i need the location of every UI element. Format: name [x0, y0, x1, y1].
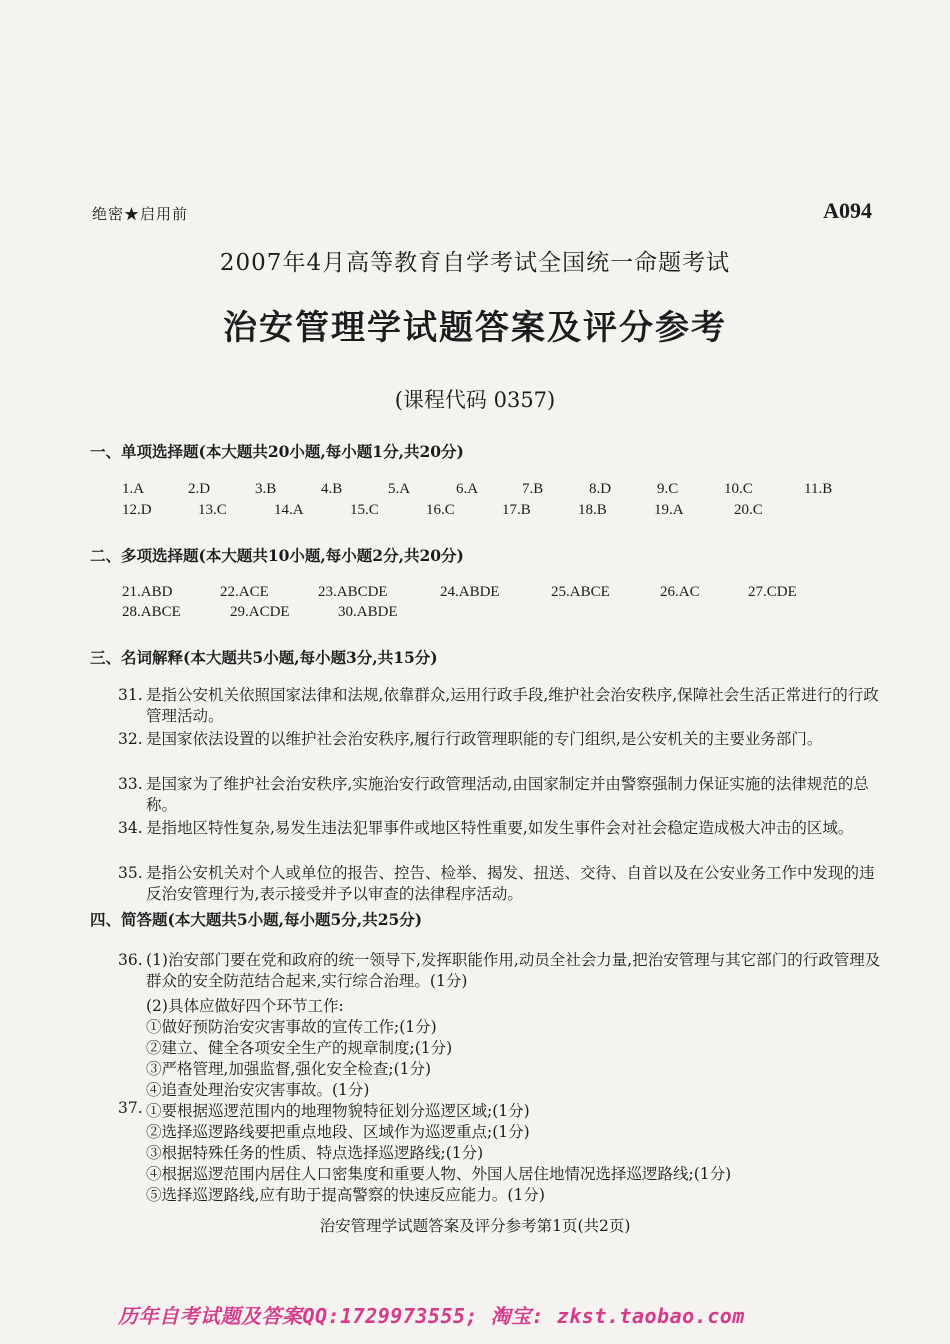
answer-item: 28.ABCE	[122, 604, 181, 620]
definition-item	[118, 685, 888, 727]
single-choice-row-1	[122, 481, 882, 503]
answer-item: 5.A	[388, 481, 411, 497]
answer-item: 30.ABDE	[338, 604, 398, 620]
section-short-answer-title: 四、简答题(本大题共5小题,每小题5分,共25分)	[90, 910, 423, 929]
answer-item: 1.A	[122, 481, 145, 497]
answer-line: (2)具体应做好四个环节工作:	[146, 997, 344, 1015]
answer-line: ⑤选择巡逻路线,应有助于提高警察的快速反应能力。(1分)	[146, 1186, 545, 1204]
answer-item: 14.A	[274, 502, 304, 518]
multi-choice-row-2	[122, 604, 882, 626]
answer-item: 10.C	[724, 481, 753, 497]
answer-item: 8.D	[589, 481, 612, 497]
answer-item: 13.C	[198, 502, 227, 518]
answer-line: ②建立、健全各项安全生产的规章制度;(1分)	[146, 1039, 453, 1057]
item-text: 是指公安机关依照国家法律和法规,依靠群众,运用行政手段,维护社会治安秩序,保障社会生活正常进行的行政管理活动。	[146, 686, 879, 725]
paper-code: A094	[823, 198, 872, 223]
answer-item: 26.AC	[660, 584, 700, 600]
definition-item	[118, 818, 888, 839]
exam-title: 2007年4月高等教育自学考试全国统一命题考试	[219, 250, 731, 276]
item-number: 31.	[118, 686, 143, 704]
answer-line: ④追查处理治安灾害事故。(1分)	[146, 1081, 370, 1099]
answer-item: 3.B	[255, 481, 277, 497]
item-number: 34.	[118, 819, 143, 837]
answer-item: 19.A	[654, 502, 684, 518]
item-number: 36.	[118, 951, 143, 969]
main-title: 治安管理学试题答案及评分参考	[223, 308, 727, 348]
item-number: 33.	[118, 775, 143, 793]
answer-item: 7.B	[522, 481, 544, 497]
answer-line: ③根据特殊任务的性质、特点选择巡逻路线;(1分)	[146, 1144, 484, 1162]
item-text: 是指地区特性复杂,易发生违法犯罪事件或地区特性重要,如发生事件会对社会稳定造成极大冲击的区域。	[146, 819, 854, 837]
course-code: (课程代码 0357)	[394, 388, 556, 412]
item-text: (1)治安部门要在党和政府的统一领导下,发挥职能作用,动员全社会力量,把治安管理与其它部门的行政管理及群众的安全防范结合起来,实行综合治理。(1分)	[146, 951, 881, 990]
answer-item: 17.B	[502, 502, 531, 518]
answer-item: 2.D	[188, 481, 211, 497]
watermark-text: 历年自考试题及答案QQ:1729973555; 淘宝: zkst.taobao.com	[118, 1304, 745, 1328]
answer-item: 24.ABDE	[440, 584, 500, 600]
item-number: 37.	[118, 1099, 143, 1117]
secret-mark: 绝密★启用前	[92, 205, 189, 223]
answer-item: 21.ABD	[122, 584, 173, 600]
answer-line: ①做好预防治安灾害事故的宣传工作;(1分)	[146, 1018, 437, 1036]
definition-item	[118, 729, 888, 750]
multi-choice-row-1	[122, 584, 882, 606]
answer-item: 27.CDE	[748, 584, 797, 600]
answer-item: 4.B	[321, 481, 343, 497]
answer-item: 18.B	[578, 502, 607, 518]
answer-item: 11.B	[804, 481, 833, 497]
section-single-choice-title: 一、单项选择题(本大题共20小题,每小题1分,共20分)	[90, 442, 464, 461]
definition-item	[118, 774, 888, 816]
answer-item: 9.C	[657, 481, 679, 497]
answer-item: 22.ACE	[220, 584, 269, 600]
single-choice-row-2	[122, 502, 882, 524]
answer-item: 25.ABCE	[551, 584, 610, 600]
item-text: 是国家为了维护社会治安秩序,实施治安行政管理活动,由国家制定并由警察强制力保证实施的法律规范的总称。	[146, 775, 869, 814]
answer-item: 15.C	[350, 502, 379, 518]
section-multi-choice-title: 二、多项选择题(本大题共10小题,每小题2分,共20分)	[90, 546, 464, 565]
item-number: 32.	[118, 730, 143, 748]
answer-line: ①要根据巡逻范围内的地理物貌特征划分巡逻区域;(1分)	[146, 1102, 530, 1120]
answer-item: 23.ABCDE	[318, 584, 388, 600]
page-footer: 治安管理学试题答案及评分参考第1页(共2页)	[319, 1217, 631, 1235]
answer-item: 29.ACDE	[230, 604, 290, 620]
answer-item: 16.C	[426, 502, 455, 518]
item-number: 35.	[118, 864, 143, 882]
question-36-answer	[118, 950, 888, 992]
answer-line: ②选择巡逻路线要把重点地段、区域作为巡逻重点;(1分)	[146, 1123, 530, 1141]
answer-item: 6.A	[456, 481, 479, 497]
section-definitions-title: 三、名词解释(本大题共5小题,每小题3分,共15分)	[90, 648, 438, 667]
answer-line: ④根据巡逻范围内居住人口密集度和重要人物、外国人居住地情况选择巡逻路线;(1分)	[146, 1165, 732, 1183]
definition-item	[118, 863, 888, 905]
item-text: 是指公安机关对个人或单位的报告、控告、检举、揭发、扭送、交待、自首以及在公安业务工作中发现的违反治安管理行为,表示接受并予以审查的法律程序活动。	[146, 864, 875, 903]
answer-line: ③严格管理,加强监督,强化安全检查;(1分)	[146, 1060, 432, 1078]
item-text: 是国家依法设置的以维护社会治安秩序,履行行政管理职能的专门组织,是公安机关的主要业务部门。	[146, 730, 823, 748]
answer-item: 20.C	[734, 502, 763, 518]
answer-item: 12.D	[122, 502, 152, 518]
